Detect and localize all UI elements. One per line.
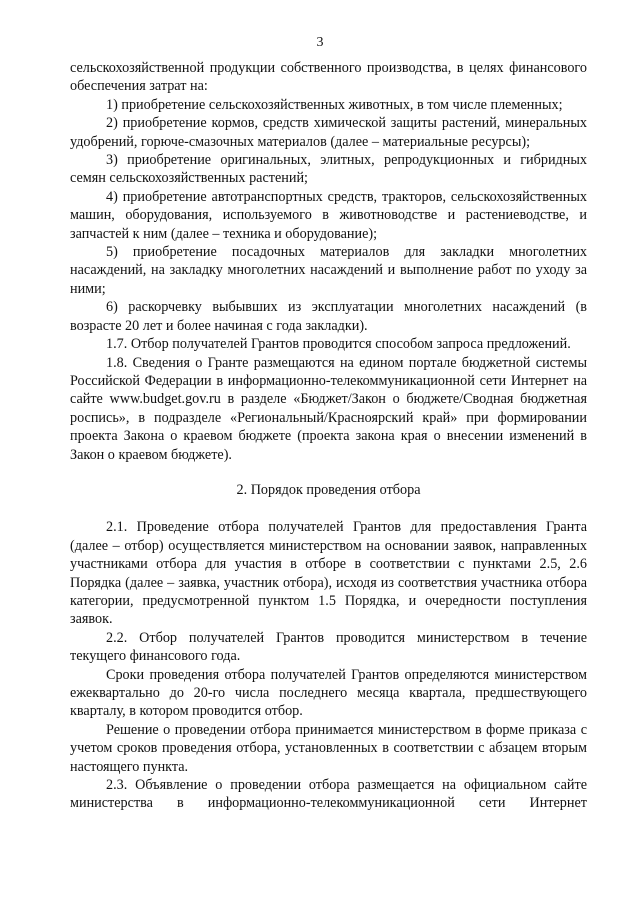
paragraph-p-item-3: 3) приобретение оригинальных, элитных, репродукционных и гибридных семян сельскохозяйственных растений; — [70, 152, 587, 187]
paragraph-p-1-7: 1.7. Отбор получателей Грантов проводится способом запроса предложений. — [106, 336, 571, 353]
paragraph-p-2-2-decision: Решение о проведении отбора принимается министерством в форме приказа с учетом сроков проведения отбора, установленных в соответствии с абзацем вторым настоящего пункта. — [70, 721, 587, 775]
paragraph-p-2-3: 2.3. Объявление о проведении отбора размещается на официальном сайте министерства в информационно-телекоммуникационной сети Интернет — [70, 777, 587, 812]
page-number: 3 — [316, 35, 324, 50]
document-body — [70, 59, 587, 813]
paragraph-p-2-2: 2.2. Отбор получателей Грантов проводится министерством в течение текущего финансового года. — [70, 629, 587, 665]
paragraphs-before-heading — [70, 59, 587, 464]
paragraph-p-item-6: 6) раскорчевку выбывших из эксплуатации многолетних насаждений (в возрасте 20 лет и более начиная с года закладки). — [70, 299, 587, 334]
paragraph-p-2-1: 2.1. Проведение отбора получателей Грантов для предоставления Гранта (далее – отбор) осуществляется министерством на основании заявок, направленных участниками отбора для участия в отборе в соответствии с пунктами 2.5, 2.6 Порядка (далее – заявка, участник отбора), исходя из соответствия участника отбора категории, предусмотренной пунктом 1.5 Порядка, и очередности поступления заявок. — [70, 519, 587, 628]
paragraph-p-item-2: 2) приобретение кормов, средств химической защиты растений, минеральных удобрений, горюче-смазочных материалов (далее – материальные ресурсы); — [70, 115, 587, 150]
paragraphs-after-heading — [70, 518, 587, 813]
paragraph-p-1-8: 1.8. Сведения о Гранте размещаются на едином портале бюджетной системы Российской Федерации в информационно-телекоммуникационной сети Интернет на сайте www.budget.gov.ru в разделе «Бюджет/Закон о бюджете/Сводная бюджетная роспись», в подразделе «Региональный/Красноярский край» при формировании проекта Закона о краевом бюджете (проекта закона края о внесении изменений в Закон о краевом бюджете). — [70, 354, 587, 463]
section-heading: 2. Порядок проведения отбора — [236, 481, 421, 498]
paragraph-p-intro: сельскохозяйственной продукции собственного производства, в целях финансового обеспечения затрат на: — [70, 60, 587, 95]
paragraph-p-item-5: 5) приобретение посадочных материалов для закладки многолетних насаждений, на закладку многолетних насаждений и выполнение работ по уходу за ними; — [70, 244, 587, 297]
paragraph-p-item-1: 1) приобретение сельскохозяйственных животных, в том числе племенных; — [106, 96, 563, 113]
paragraph-p-item-4: 4) приобретение автотранспортных средств, тракторов, сельскохозяйственных машин, оборудования, используемого в животноводстве и растениеводстве, и запчастей к ним (далее – техника и оборудование); — [70, 188, 587, 242]
paragraph-p-2-2-terms: Сроки проведения отбора получателей Грантов определяются министерством ежеквартально до 20-го числа последнего месяца квартала, предшествующего кварталу, в котором проводится отбор. — [70, 666, 587, 720]
